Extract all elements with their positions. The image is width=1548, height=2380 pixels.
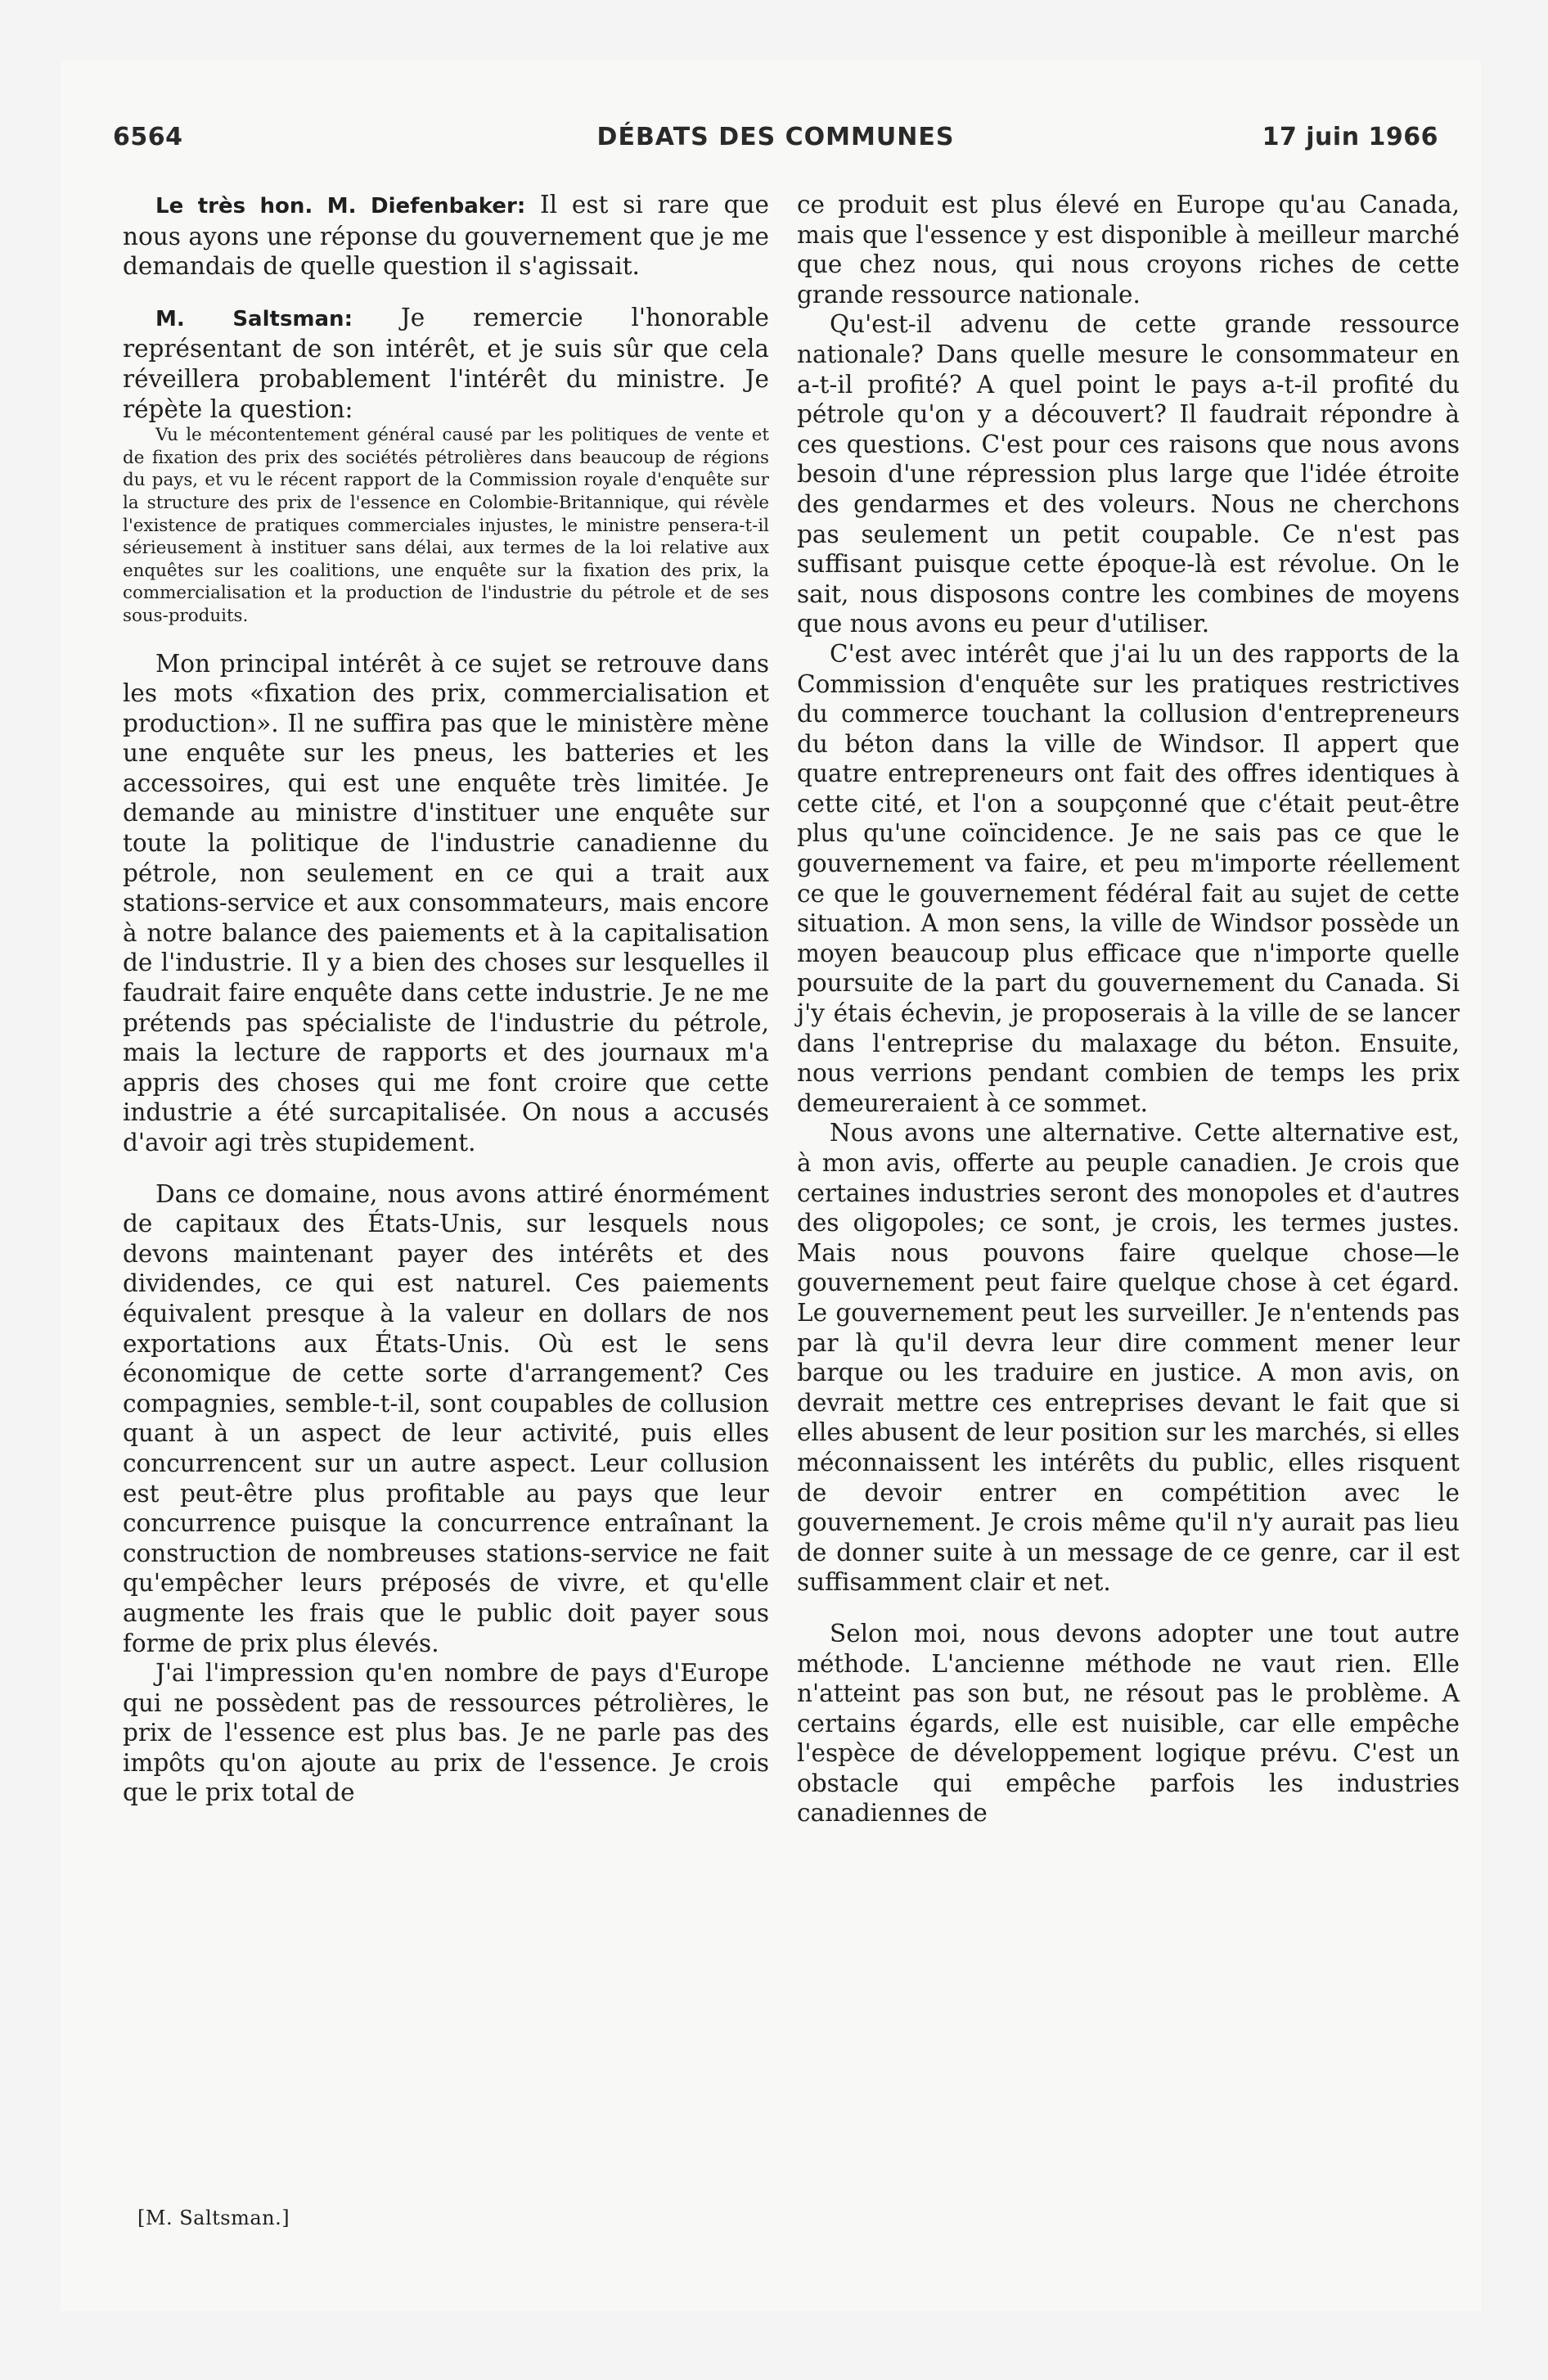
paragraph: Qu'est-il advenu de cette grande ressource nationale? Dans quelle mesure le consommateur en a-t-il profité? A quel point le pays a-t-il profité du pétrole qu'on y a découvert? Il faudrait répondre à ces questions. C'est pour ces raisons que nous avons besoin d'une répression plus large que l'idée étroite des gendarmes et des voleurs. Nous ne cherchons pas seulement un petit coupable. Ce n'est pas suffisant puisque cette époque-là est révolue. On le sait, nous disposons contre les combines de moyens que nous avons eu peur d'utiliser. — [797, 310, 1460, 638]
paragraph: Mon principal intérêt à ce sujet se retrouve dans les mots «fixation des prix, commercialisation et production». Il ne suffira pas que le ministère mène une enquête sur les pneus, les batteries et les accessoires, qui est une enquête très limitée. Je demande au ministre d'instituer une enquête sur toute la politique de l'industrie canadienne du pétrole, non seulement en ce qui a trait aux stations-service et aux consommateurs, mais encore à notre balance des paiements et à la capitalisation de l'industrie. Il y a bien des choses sur lesquelles il faudrait faire enquête dans cette industrie. Je ne me prétends pas spécialiste de l'industrie du pétrole, mais la lecture de rapports et des journaux m'a appris des choses qui me font croire que cette industrie a été surcapitalisée. On nous a accusés d'avoir agi très stupidement. — [123, 649, 769, 1156]
sitting-date: 17 juin 1966 — [1262, 123, 1438, 151]
paragraph — [123, 190, 769, 282]
quoted-question: Vu le mécontentement général causé par les politiques de vente et de fixation des prix des sociétés pétrolières dans beaucoup de régions du pays, et vu le récent rapport de la Commission royale d'enquête sur la structure des prix de l'essence en Colombie-Britannique, qui révèle l'existence de pratiques commerciales injustes, le ministre pensera-t-il sérieusement à instituer sans délai, aux termes de la loi relative aux enquêtes sur les coalitions, une enquête sur la fixation des prix, la commercialisation et la production de l'industrie du pétrole et de ses sous-produits. — [123, 425, 769, 626]
speaker-footnote: [M. Saltsman.] — [137, 2206, 290, 2229]
right-column — [797, 190, 1460, 1828]
speaker-name: Le très hon. M. Diefenbaker: — [155, 194, 526, 219]
page-header — [113, 123, 1438, 172]
paragraph: J'ai l'impression qu'en nombre de pays d'Europe qui ne possèdent pas de ressources pétrolières, le prix de l'essence est plus bas. Je ne parle pas des impôts qu'on ajoute au prix de l'essence. Je crois que le prix total de — [123, 1659, 769, 1807]
paragraph: Nous avons une alternative. Cette alternative est, à mon avis, offerte au peuple canadien. Je crois que certaines industries seront des monopoles et d'autres des oligopoles; ce sont, je crois, les termes justes. Mais nous pouvons faire quelque chose—le gouvernement peut faire quelque chose à cet égard. Le gouvernement peut les surveiller. Je n'entends pas par là qu'il devra leur dire comment mener leur barque ou les traduire en justice. A mon avis, on devrait mettre ces entreprises devant le fait que si elles abusent de leur position sur les marchés, si elles méconnaissent les intérêts du public, elles risquent de devoir entrer en compétition avec le gouvernement. Je crois même qu'il n'y aurait pas lieu de donner suite à un message de ce genre, car il est suffisamment clair et net. — [797, 1119, 1460, 1597]
publication-title: DÉBATS DES COMMUNES — [596, 123, 955, 151]
paragraph-text: Je remercie l'honorable représentant de son intérêt, et je suis sûr que cela réveillera probablement l'intérêt du ministre. Je répète la question: — [123, 303, 770, 423]
page-number: 6564 — [113, 123, 183, 151]
paragraph-text: Il est si rare que nous ayons une réponse du gouvernement que je me demandais de quelle question il s'agissait. — [123, 191, 769, 281]
paragraph: C'est avec intérêt que j'ai lu un des rapports de la Commission d'enquête sur les pratiques restrictives du commerce touchant la collusion d'entrepreneurs du béton dans la ville de Windsor. Il appert que quatre entrepreneurs ont fait des offres identiques à cette cité, et l'on a soupçonné que c'était peut-être plus qu'une coïncidence. Je ne sais pas ce que le gouvernement va faire, et peu m'importe réellement ce que le gouvernement fédéral fait au sujet de cette situation. A mon sens, la ville de Windsor possède un moyen beaucoup plus efficace que n'importe quelle poursuite de la part du gouvernement du Canada. Si j'y étais échevin, je proposerais à la ville de se lancer dans l'entreprise du malaxage du béton. Ensuite, nous verrions pendant combien de temps les prix demeureraient à ce sommet. — [797, 639, 1460, 1117]
paragraph: Dans ce domaine, nous avons attiré énormément de capitaux des États-Unis, sur lesquels nous devons maintenant payer des intérêts et des dividendes, ce qui est naturel. Ces paiements équivalent presque à la valeur en dollars de nos exportations aux États-Unis. Où est le sens économique de cette sorte d'arrangement? Ces compagnies, semble-t-il, sont coupables de collusion quant à un aspect de leur activité, puis elles concurrencent sur un autre aspect. Leur collusion est peut-être plus profitable au pays que leur concurrence puisque la concurrence entraînant la construction de nombreuses stations-service ne fait qu'empêcher leurs préposés de vivre, et qu'elle augmente les frais que le public doit payer sous forme de prix plus élevés. — [123, 1179, 769, 1657]
speaker-name: M. Saltsman: — [155, 306, 353, 331]
paragraph: ce produit est plus élevé en Europe qu'au Canada, mais que l'essence y est disponible à meilleur marché que chez nous, qui nous croyons riches de cette grande ressource nationale. — [797, 191, 1460, 309]
left-column — [123, 190, 769, 1808]
paragraph — [123, 303, 769, 424]
paragraph: Selon moi, nous devons adopter une tout autre méthode. L'ancienne méthode ne vaut rien. Elle n'atteint pas son but, ne résout pas le problème. A certains égards, elle est nuisible, car elle empêche l'espèce de développement logique prévu. C'est un obstacle qui empêche parfois les industries canadiennes de — [797, 1619, 1460, 1828]
